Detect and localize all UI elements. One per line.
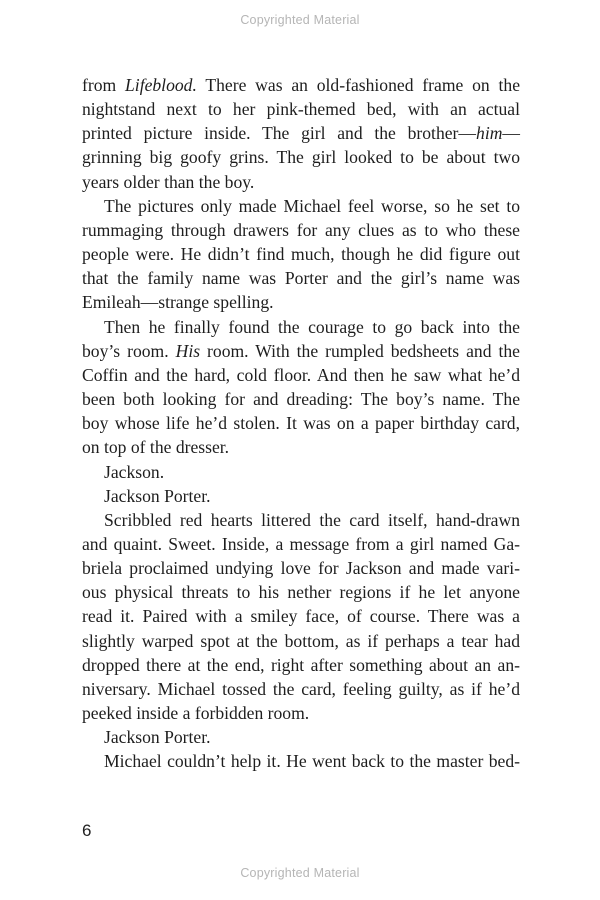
text-line: peeked inside a forbidden room. [82, 703, 310, 724]
text-line: from Lifeblood. There was an old-fashioned frame on the [82, 75, 520, 95]
watermark-top: Copyrighted Material [240, 13, 360, 27]
text-line: dropped there at the end, right after something about an an- [82, 654, 520, 675]
text-line: and quaint. Sweet. Inside, a message from a girl named Ga- [82, 533, 520, 554]
paragraph-5 [82, 484, 520, 508]
text-line: niversary. Michael tossed the card, feeling guilty, as if he’d [82, 678, 520, 699]
text-line: on top of the dresser. [82, 437, 230, 458]
emphasis: him [476, 123, 503, 144]
paragraph-2 [82, 194, 520, 315]
text-line: years older than the boy. [82, 171, 255, 192]
paragraph-6 [82, 508, 520, 725]
text-line: Then he finally found the courage to go back into the [104, 316, 520, 337]
text-line: rummaging through drawers for any clues as to who these [82, 219, 520, 240]
paragraph-1 [82, 73, 520, 194]
text-line: Jackson Porter. [104, 485, 211, 506]
text-line: Scribbled red hearts littered the card itself, hand-drawn [104, 509, 520, 530]
book-title: Lifeblood. [125, 75, 197, 95]
text-line: Coffin and the hard, cold floor. And then he saw what he’d [82, 364, 520, 385]
paragraph-7 [82, 725, 520, 749]
text-line: printed picture inside. The girl and the brother—him— [82, 123, 520, 144]
page-number: 6 [82, 821, 92, 840]
text-line: read it. Paired with a smiley face, of course. There was a [82, 606, 520, 627]
paragraph-3 [82, 315, 520, 460]
text-line: briela proclaimed undying love for Jackson and made vari- [82, 558, 520, 579]
text-line: people were. He didn’t find much, though he did figure out [82, 244, 520, 265]
emphasis: His [175, 340, 201, 361]
page-body [82, 73, 520, 774]
watermark-bottom: Copyrighted Material [240, 866, 360, 880]
text-line: slightly warped spot at the bottom, as if perhaps a tear had [82, 630, 520, 651]
text-line: The pictures only made Michael feel worse, so he set to [104, 195, 520, 216]
paragraph-8 [82, 749, 520, 773]
text-line: Michael couldn’t help it. He went back to the master bed- [104, 751, 520, 772]
text-line: Jackson Porter. [104, 727, 211, 748]
text-line: grinning big goofy grins. The girl looked to be about two [82, 147, 520, 168]
text-line: nightstand next to her pink-themed bed, with an actual [82, 99, 520, 120]
paragraph-4 [82, 460, 520, 484]
text-line: boy whose life he’d stolen. It was on a paper birthday card, [82, 413, 520, 434]
text-line: been both looking for and dreading: The boy’s name. The [82, 389, 520, 410]
text-line: ous physical threats to his nether regions if he let anyone [82, 582, 520, 603]
text-line: boy’s room. His room. With the rumpled bedsheets and the [82, 340, 520, 361]
text-line: Emileah—strange spelling. [82, 292, 274, 313]
text-line: Jackson. [104, 461, 165, 482]
text-line: that the family name was Porter and the girl’s name was [82, 268, 520, 289]
